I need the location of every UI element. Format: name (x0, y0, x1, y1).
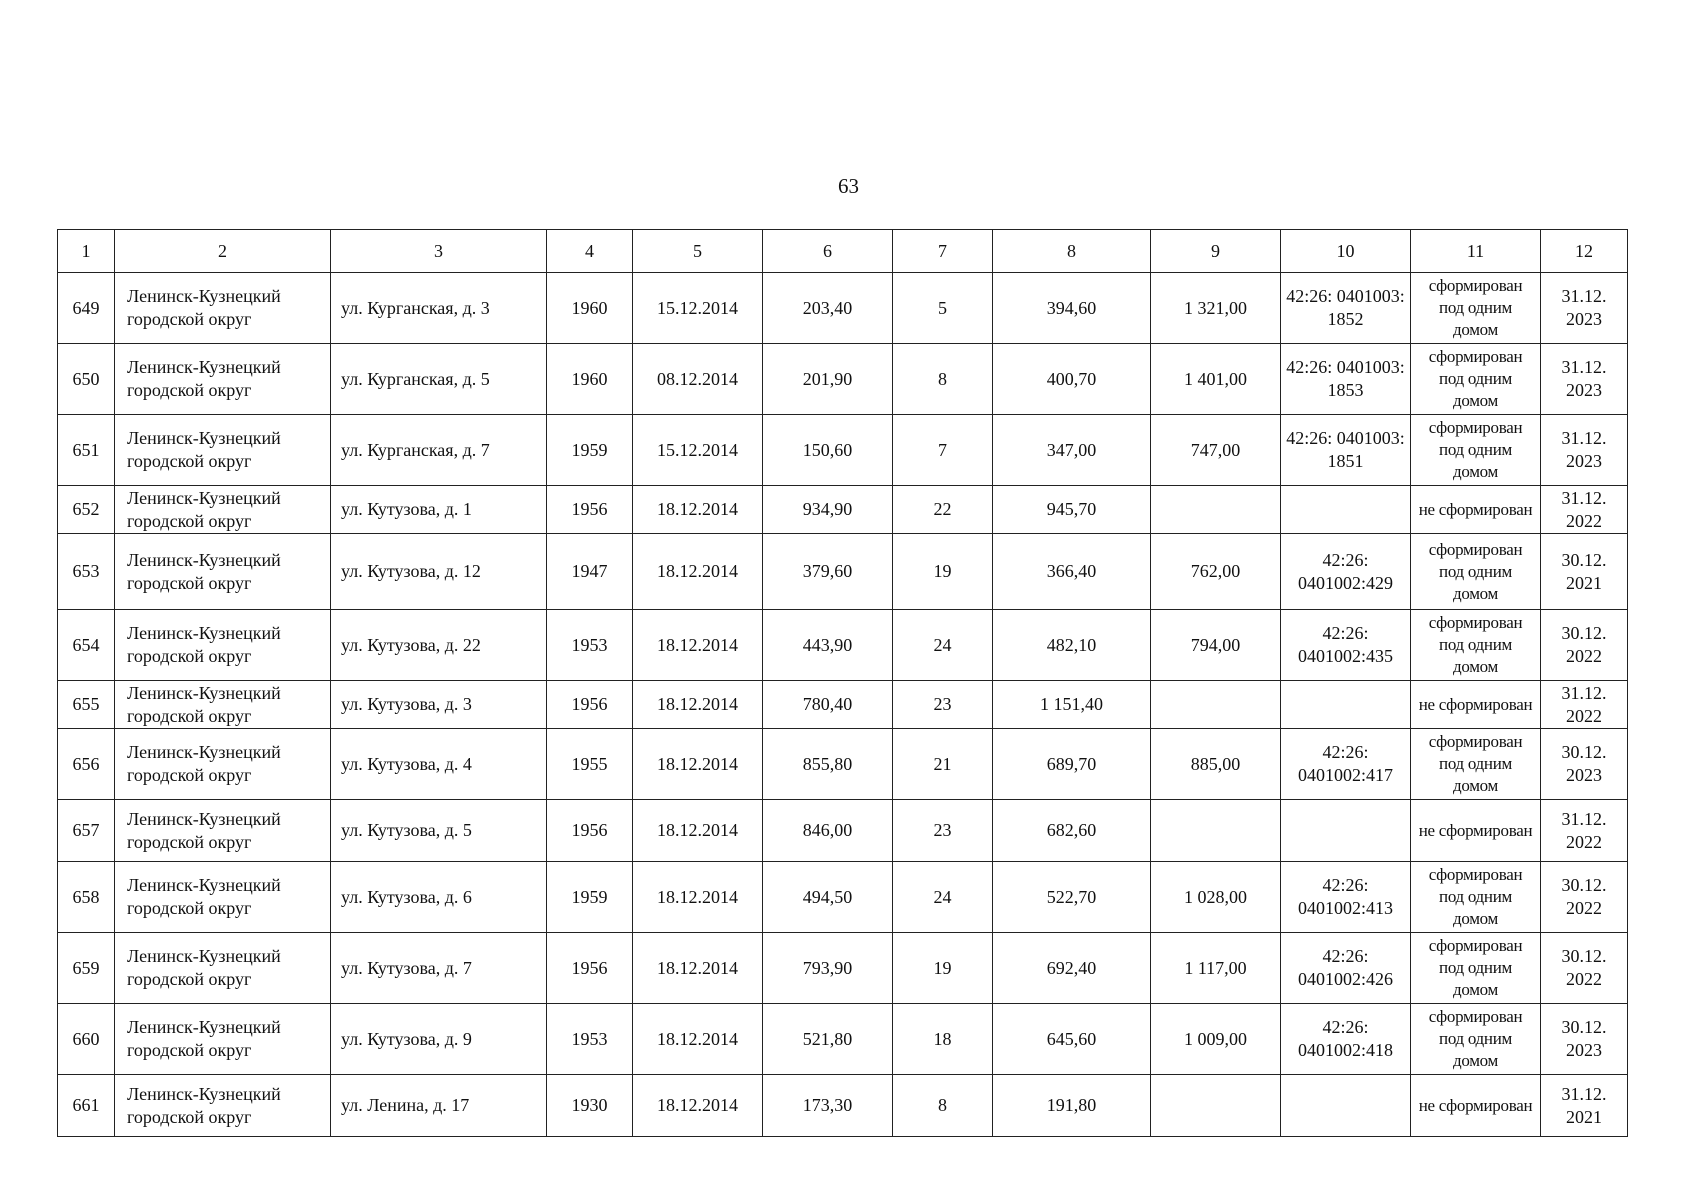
column-header: 6 (763, 230, 893, 273)
value-cell-7: 19 (893, 534, 993, 610)
deadline-cell: 30.12. 2021 (1541, 534, 1628, 610)
year-cell: 1960 (547, 344, 633, 415)
value-cell-6: 379,60 (763, 534, 893, 610)
value-cell-8: 400,70 (993, 344, 1151, 415)
value-cell-8: 366,40 (993, 534, 1151, 610)
page-number: 63 (838, 174, 859, 198)
year-cell: 1956 (547, 800, 633, 862)
date-cell: 15.12.2014 (633, 415, 763, 486)
value-cell-9 (1151, 681, 1281, 729)
row-number: 654 (58, 610, 115, 681)
deadline-cell: 30.12. 2022 (1541, 610, 1628, 681)
cadastral-number-cell: 42:26: 0401002:435 (1281, 610, 1411, 681)
land-status-cell: сформирован под одним домом (1411, 344, 1541, 415)
value-cell-6: 443,90 (763, 610, 893, 681)
table-row (58, 534, 1628, 610)
year-cell: 1960 (547, 273, 633, 344)
deadline-cell: 30.12. 2023 (1541, 729, 1628, 800)
cadastral-number-cell: 42:26: 0401003: 1852 (1281, 273, 1411, 344)
cadastral-number-cell: 42:26: 0401002:417 (1281, 729, 1411, 800)
municipality-cell: Ленинск-Кузнецкий городской округ (115, 344, 331, 415)
deadline-cell: 30.12. 2022 (1541, 933, 1628, 1004)
value-cell-8: 682,60 (993, 800, 1151, 862)
date-cell: 18.12.2014 (633, 862, 763, 933)
column-header: 12 (1541, 230, 1628, 273)
address-cell: ул. Кутузова, д. 12 (331, 534, 547, 610)
date-cell: 18.12.2014 (633, 1004, 763, 1075)
municipality-cell: Ленинск-Кузнецкий городской округ (115, 862, 331, 933)
date-cell: 15.12.2014 (633, 273, 763, 344)
date-cell: 18.12.2014 (633, 610, 763, 681)
land-status-cell: сформирован под одним домом (1411, 534, 1541, 610)
address-cell: ул. Кутузова, д. 3 (331, 681, 547, 729)
value-cell-7: 5 (893, 273, 993, 344)
municipality-cell: Ленинск-Кузнецкий городской округ (115, 933, 331, 1004)
value-cell-8: 482,10 (993, 610, 1151, 681)
land-status-cell: сформирован под одним домом (1411, 273, 1541, 344)
year-cell: 1930 (547, 1075, 633, 1137)
date-cell: 18.12.2014 (633, 800, 763, 862)
municipality-cell: Ленинск-Кузнецкий городской округ (115, 415, 331, 486)
value-cell-7: 8 (893, 344, 993, 415)
column-header: 7 (893, 230, 993, 273)
municipality-cell: Ленинск-Кузнецкий городской округ (115, 273, 331, 344)
cadastral-number-cell: 42:26: 0401002:429 (1281, 534, 1411, 610)
table-row (58, 344, 1628, 415)
row-number: 658 (58, 862, 115, 933)
year-cell: 1956 (547, 933, 633, 1004)
land-status-cell: не сформирован (1411, 1075, 1541, 1137)
row-number: 661 (58, 1075, 115, 1137)
value-cell-6: 173,30 (763, 1075, 893, 1137)
value-cell-6: 855,80 (763, 729, 893, 800)
column-header: 1 (58, 230, 115, 273)
cadastral-number-cell: 42:26: 0401002:413 (1281, 862, 1411, 933)
value-cell-9: 1 401,00 (1151, 344, 1281, 415)
row-number: 659 (58, 933, 115, 1004)
table-row (58, 1004, 1628, 1075)
land-status-cell: не сформирован (1411, 486, 1541, 534)
table-row (58, 681, 1628, 729)
value-cell-8: 522,70 (993, 862, 1151, 933)
address-cell: ул. Кутузова, д. 4 (331, 729, 547, 800)
column-header: 8 (993, 230, 1151, 273)
table-row (58, 1075, 1628, 1137)
value-cell-8: 394,60 (993, 273, 1151, 344)
row-number: 653 (58, 534, 115, 610)
value-cell-6: 780,40 (763, 681, 893, 729)
address-cell: ул. Курганская, д. 5 (331, 344, 547, 415)
cadastral-number-cell: 42:26: 0401002:426 (1281, 933, 1411, 1004)
value-cell-6: 521,80 (763, 1004, 893, 1075)
cadastral-number-cell (1281, 486, 1411, 534)
table-row (58, 933, 1628, 1004)
date-cell: 18.12.2014 (633, 534, 763, 610)
land-status-cell: сформирован под одним домом (1411, 862, 1541, 933)
value-cell-8: 945,70 (993, 486, 1151, 534)
deadline-cell: 31.12. 2022 (1541, 681, 1628, 729)
year-cell: 1956 (547, 486, 633, 534)
column-header: 10 (1281, 230, 1411, 273)
value-cell-7: 18 (893, 1004, 993, 1075)
value-cell-9: 1 009,00 (1151, 1004, 1281, 1075)
date-cell: 18.12.2014 (633, 681, 763, 729)
value-cell-9 (1151, 800, 1281, 862)
value-cell-6: 201,90 (763, 344, 893, 415)
deadline-cell: 31.12. 2021 (1541, 1075, 1628, 1137)
address-cell: ул. Курганская, д. 3 (331, 273, 547, 344)
row-number: 651 (58, 415, 115, 486)
deadline-cell: 31.12. 2023 (1541, 273, 1628, 344)
date-cell: 18.12.2014 (633, 933, 763, 1004)
table-row (58, 729, 1628, 800)
row-number: 652 (58, 486, 115, 534)
cadastral-number-cell: 42:26: 0401003: 1851 (1281, 415, 1411, 486)
value-cell-7: 24 (893, 610, 993, 681)
value-cell-6: 150,60 (763, 415, 893, 486)
value-cell-9: 1 028,00 (1151, 862, 1281, 933)
table-row (58, 610, 1628, 681)
land-status-cell: не сформирован (1411, 800, 1541, 862)
value-cell-9: 1 117,00 (1151, 933, 1281, 1004)
municipality-cell: Ленинск-Кузнецкий городской округ (115, 486, 331, 534)
row-number: 660 (58, 1004, 115, 1075)
value-cell-7: 22 (893, 486, 993, 534)
date-cell: 18.12.2014 (633, 729, 763, 800)
value-cell-6: 934,90 (763, 486, 893, 534)
column-number-row (58, 230, 1628, 273)
value-cell-8: 191,80 (993, 1075, 1151, 1137)
row-number: 655 (58, 681, 115, 729)
municipality-cell: Ленинск-Кузнецкий городской округ (115, 800, 331, 862)
row-number: 649 (58, 273, 115, 344)
value-cell-7: 21 (893, 729, 993, 800)
value-cell-9 (1151, 1075, 1281, 1137)
cadastral-number-cell: 42:26: 0401002:418 (1281, 1004, 1411, 1075)
value-cell-8: 347,00 (993, 415, 1151, 486)
year-cell: 1959 (547, 415, 633, 486)
value-cell-6: 846,00 (763, 800, 893, 862)
land-status-cell: сформирован под одним домом (1411, 415, 1541, 486)
cadastral-number-cell (1281, 681, 1411, 729)
value-cell-9: 747,00 (1151, 415, 1281, 486)
value-cell-7: 19 (893, 933, 993, 1004)
table-row (58, 486, 1628, 534)
value-cell-6: 203,40 (763, 273, 893, 344)
column-header: 11 (1411, 230, 1541, 273)
municipality-cell: Ленинск-Кузнецкий городской округ (115, 729, 331, 800)
table-row (58, 273, 1628, 344)
deadline-cell: 31.12. 2022 (1541, 800, 1628, 862)
municipality-cell: Ленинск-Кузнецкий городской округ (115, 1075, 331, 1137)
date-cell: 18.12.2014 (633, 486, 763, 534)
year-cell: 1956 (547, 681, 633, 729)
column-header: 9 (1151, 230, 1281, 273)
year-cell: 1959 (547, 862, 633, 933)
row-number: 650 (58, 344, 115, 415)
address-cell: ул. Кутузова, д. 5 (331, 800, 547, 862)
value-cell-7: 8 (893, 1075, 993, 1137)
municipality-cell: Ленинск-Кузнецкий городской округ (115, 681, 331, 729)
land-status-cell: не сформирован (1411, 681, 1541, 729)
address-cell: ул. Кутузова, д. 7 (331, 933, 547, 1004)
date-cell: 18.12.2014 (633, 1075, 763, 1137)
deadline-cell: 31.12. 2023 (1541, 415, 1628, 486)
year-cell: 1953 (547, 1004, 633, 1075)
table-row (58, 800, 1628, 862)
address-cell: ул. Кутузова, д. 22 (331, 610, 547, 681)
deadline-cell: 30.12. 2022 (1541, 862, 1628, 933)
land-status-cell: сформирован под одним домом (1411, 933, 1541, 1004)
row-number: 657 (58, 800, 115, 862)
address-cell: ул. Ленина, д. 17 (331, 1075, 547, 1137)
address-cell: ул. Кутузова, д. 6 (331, 862, 547, 933)
year-cell: 1955 (547, 729, 633, 800)
address-cell: ул. Курганская, д. 7 (331, 415, 547, 486)
value-cell-9: 794,00 (1151, 610, 1281, 681)
year-cell: 1947 (547, 534, 633, 610)
municipality-cell: Ленинск-Кузнецкий городской округ (115, 534, 331, 610)
column-header: 5 (633, 230, 763, 273)
value-cell-9: 885,00 (1151, 729, 1281, 800)
deadline-cell: 31.12. 2022 (1541, 486, 1628, 534)
value-cell-7: 23 (893, 800, 993, 862)
deadline-cell: 31.12. 2023 (1541, 344, 1628, 415)
value-cell-8: 645,60 (993, 1004, 1151, 1075)
value-cell-6: 793,90 (763, 933, 893, 1004)
land-status-cell: сформирован под одним домом (1411, 610, 1541, 681)
row-number: 656 (58, 729, 115, 800)
cadastral-number-cell (1281, 1075, 1411, 1137)
address-cell: ул. Кутузова, д. 9 (331, 1004, 547, 1075)
date-cell: 08.12.2014 (633, 344, 763, 415)
value-cell-7: 24 (893, 862, 993, 933)
cadastral-number-cell (1281, 800, 1411, 862)
value-cell-7: 23 (893, 681, 993, 729)
value-cell-8: 692,40 (993, 933, 1151, 1004)
address-cell: ул. Кутузова, д. 1 (331, 486, 547, 534)
column-header: 2 (115, 230, 331, 273)
value-cell-6: 494,50 (763, 862, 893, 933)
column-header: 3 (331, 230, 547, 273)
value-cell-7: 7 (893, 415, 993, 486)
municipality-cell: Ленинск-Кузнецкий городской округ (115, 610, 331, 681)
value-cell-9 (1151, 486, 1281, 534)
value-cell-9: 1 321,00 (1151, 273, 1281, 344)
table-row (58, 415, 1628, 486)
column-header: 4 (547, 230, 633, 273)
land-status-cell: сформирован под одним домом (1411, 1004, 1541, 1075)
value-cell-8: 689,70 (993, 729, 1151, 800)
cadastral-number-cell: 42:26: 0401003: 1853 (1281, 344, 1411, 415)
municipality-cell: Ленинск-Кузнецкий городской округ (115, 1004, 331, 1075)
value-cell-8: 1 151,40 (993, 681, 1151, 729)
table-row (58, 862, 1628, 933)
land-status-cell: сформирован под одним домом (1411, 729, 1541, 800)
year-cell: 1953 (547, 610, 633, 681)
deadline-cell: 30.12. 2023 (1541, 1004, 1628, 1075)
value-cell-9: 762,00 (1151, 534, 1281, 610)
housing-register-table (57, 229, 1628, 1137)
